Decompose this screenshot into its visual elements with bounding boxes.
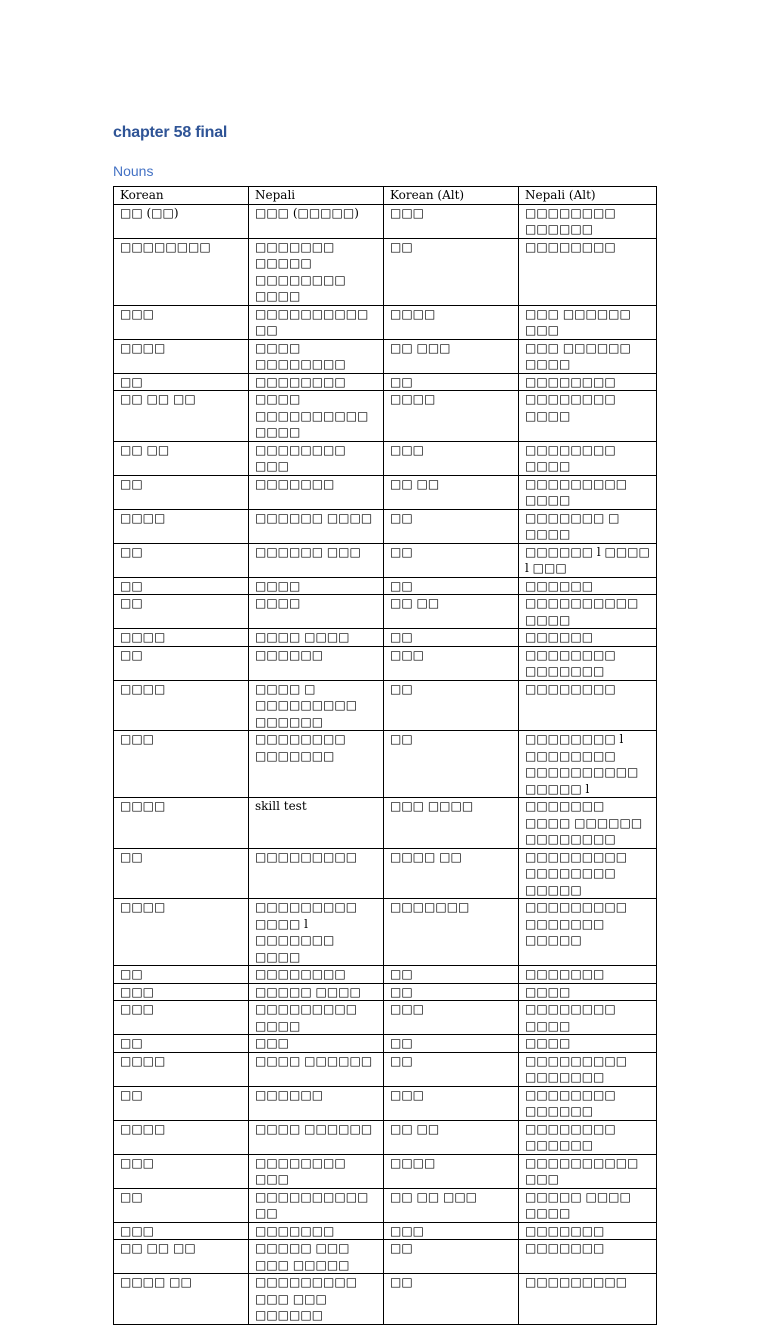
table-row (114, 1086, 657, 1120)
cell-korean: □□ (114, 475, 249, 509)
cell-nepali: □□□ (249, 1035, 384, 1053)
cell-korean: □□ (114, 1035, 249, 1053)
cell-korean-alt: □□ □□□ (384, 339, 519, 373)
cell-nepali-alt: □□□□□□□□ (519, 238, 657, 305)
table-header-row (114, 187, 657, 205)
table-row (114, 899, 657, 966)
cell-korean-alt: □□ □□ (384, 595, 519, 629)
cell-korean-alt: □□ (384, 1052, 519, 1086)
cell-nepali-alt: □□□□□□□□ □□□□□□□ (519, 646, 657, 680)
cell-nepali-alt: □□□□□□□□ (519, 373, 657, 391)
cell-korean-alt: □□ □□ (384, 475, 519, 509)
cell-nepali-alt: □□□□□□□□□ □□□□ (519, 475, 657, 509)
cell-nepali: □□□□□□□□ □□□ (249, 441, 384, 475)
table-row (114, 1120, 657, 1154)
table-row (114, 680, 657, 731)
cell-korean: □□□ (114, 731, 249, 798)
cell-nepali-alt: □□□□ (519, 983, 657, 1001)
cell-nepali-alt: □□□□□□□□ □□□□ (519, 391, 657, 442)
cell-nepali: □□□□ (249, 577, 384, 595)
column-header-korean-alt: Korean (Alt) (384, 187, 519, 205)
cell-korean-alt: □□ (384, 1240, 519, 1274)
cell-korean: □□□□ (114, 680, 249, 731)
cell-nepali: skill test (249, 798, 384, 849)
cell-korean-alt: □□□ (384, 1222, 519, 1240)
cell-nepali: □□□□□□□□□ □□□□ (249, 1001, 384, 1035)
cell-korean-alt: □□□□ (384, 1154, 519, 1188)
cell-korean-alt: □□□□ (384, 391, 519, 442)
table-row (114, 1035, 657, 1053)
cell-nepali-alt: □□□□□□□□ □□□□ (519, 1001, 657, 1035)
cell-nepali: □□□□ □□□□□□□□□□ □□□□ (249, 391, 384, 442)
column-header-nepali-alt: Nepali (Alt) (519, 187, 657, 205)
cell-korean-alt: □□□□□□□ (384, 899, 519, 966)
cell-nepali-alt: □□□□□□□ (519, 1240, 657, 1274)
cell-nepali: □□□□ □□□□□□ (249, 1120, 384, 1154)
cell-korean: □□□ (114, 305, 249, 339)
cell-nepali-alt: □□□□□□ (519, 629, 657, 647)
table-row (114, 1154, 657, 1188)
table-row (114, 1274, 657, 1325)
table-row (114, 1240, 657, 1274)
cell-nepali-alt: □□□□□□□□ l □□□□□□□□ □□□□□□□□□□ □□□□□ l (519, 731, 657, 798)
cell-korean: □□ (114, 373, 249, 391)
cell-korean: □□□□ □□ (114, 1274, 249, 1325)
cell-korean: □□ (114, 1188, 249, 1222)
cell-korean: □□ □□ □□ (114, 391, 249, 442)
cell-nepali: □□□□□□□□□ (249, 848, 384, 899)
cell-korean-alt: □□ (384, 1035, 519, 1053)
cell-korean-alt: □□□ (384, 1001, 519, 1035)
cell-korean: □□ (114, 577, 249, 595)
table-row (114, 577, 657, 595)
cell-korean-alt: □□ (384, 983, 519, 1001)
cell-nepali: □□□□□□□□ □□□□□□□ (249, 731, 384, 798)
cell-korean-alt: □□ (384, 966, 519, 984)
cell-nepali-alt: □□□□□□□□ □□□□□□ (519, 1120, 657, 1154)
cell-nepali-alt: □□□□□□□ (519, 966, 657, 984)
cell-korean: □□ (114, 966, 249, 984)
cell-korean-alt: □□ □□ (384, 1120, 519, 1154)
cell-nepali-alt: □□□□□□□□□□ □□□□ (519, 595, 657, 629)
cell-korean: □□ □□ □□ (114, 1240, 249, 1274)
section-heading: Nouns (113, 163, 154, 179)
cell-korean-alt: □□ (384, 731, 519, 798)
table-row (114, 966, 657, 984)
cell-korean: □□ (114, 646, 249, 680)
cell-nepali: □□□□□□□□□ □□□ □□□ □□□□□□ (249, 1274, 384, 1325)
cell-korean: □□□ (114, 1154, 249, 1188)
cell-nepali: □□□□□ □□□ □□□ □□□□□ (249, 1240, 384, 1274)
cell-nepali: □□□□□□□□ □□□ (249, 1154, 384, 1188)
table-row (114, 441, 657, 475)
cell-nepali-alt: □□□□□□□□□ (519, 1274, 657, 1325)
cell-korean-alt: □□□ (384, 646, 519, 680)
table-row (114, 1052, 657, 1086)
cell-nepali-alt: □□□□□□ (519, 577, 657, 595)
cell-korean: □□□□ (114, 798, 249, 849)
table-row (114, 543, 657, 577)
table-row (114, 509, 657, 543)
cell-korean: □□□□ (114, 1052, 249, 1086)
cell-korean-alt: □□□ (384, 441, 519, 475)
cell-korean: □□ (114, 595, 249, 629)
cell-nepali-alt: □□□□□□□□□ □□□□□□□ (519, 1052, 657, 1086)
table-row (114, 1001, 657, 1035)
table-row (114, 391, 657, 442)
cell-nepali: □□□ (□□□□□) (249, 204, 384, 238)
cell-korean-alt: □□ (384, 629, 519, 647)
vocabulary-table (113, 186, 657, 1325)
cell-nepali-alt: □□□□□□ l □□□□ l □□□ (519, 543, 657, 577)
cell-nepali-alt: □□□□□□□□□ □□□□□□□ □□□□□ (519, 899, 657, 966)
cell-nepali: □□□□□ □□□□ (249, 983, 384, 1001)
cell-korean: □□ (114, 1086, 249, 1120)
cell-nepali-alt: □□□□□ □□□□ □□□□ (519, 1188, 657, 1222)
cell-nepali: □□□□□□□ (249, 1222, 384, 1240)
cell-korean-alt: □□ (384, 238, 519, 305)
cell-nepali-alt: □□□□□□□□□ □□□□□□□□ □□□□□ (519, 848, 657, 899)
cell-nepali: □□□□□□□ □□□□□ □□□□□□□□ □□□□ (249, 238, 384, 305)
table-row (114, 595, 657, 629)
cell-nepali: □□□□□□ (249, 1086, 384, 1120)
cell-nepali: □□□□ □□□□ (249, 629, 384, 647)
column-header-nepali: Nepali (249, 187, 384, 205)
cell-nepali-alt: □□□□□□□ □□□□ □□□□□□ □□□□□□□□ (519, 798, 657, 849)
table-row (114, 373, 657, 391)
cell-nepali-alt: □□□□□□□□ □□□□□□ (519, 204, 657, 238)
cell-korean: □□□□□□□□ (114, 238, 249, 305)
cell-nepali-alt: □□□□ (519, 1035, 657, 1053)
cell-nepali-alt: □□□□□□□□ □□□□ (519, 441, 657, 475)
cell-nepali: □□□□□□ (249, 646, 384, 680)
table-row (114, 1188, 657, 1222)
cell-korean: □□ □□ (114, 441, 249, 475)
cell-nepali-alt: □□□ □□□□□□ □□□□ (519, 339, 657, 373)
cell-nepali-alt: □□□□□□□ (519, 1222, 657, 1240)
table-row (114, 238, 657, 305)
cell-korean: □□□ (114, 983, 249, 1001)
cell-korean: □□□□ (114, 899, 249, 966)
cell-korean: □□□□ (114, 1120, 249, 1154)
cell-nepali: □□□□ (249, 595, 384, 629)
cell-korean-alt: □□ (384, 543, 519, 577)
cell-korean-alt: □□ (384, 1274, 519, 1325)
cell-nepali: □□□□□□□□ (249, 373, 384, 391)
column-header-korean: Korean (114, 187, 249, 205)
table-row (114, 339, 657, 373)
cell-nepali: □□□□ □ □□□□□□□□□ □□□□□□ (249, 680, 384, 731)
cell-korean: □□□ (114, 1222, 249, 1240)
page-title: chapter 58 final (113, 124, 228, 141)
table-row (114, 983, 657, 1001)
cell-korean: □□□□ (114, 509, 249, 543)
cell-nepali-alt: □□□ □□□□□□ □□□ (519, 305, 657, 339)
cell-nepali: □□□□□□□ (249, 475, 384, 509)
cell-nepali-alt: □□□□□□□□ □□□□□□ (519, 1086, 657, 1120)
cell-nepali-alt: □□□□□□□□□□ □□□ (519, 1154, 657, 1188)
table-row (114, 646, 657, 680)
cell-nepali: □□□□□□□□□ □□□□ l □□□□□□□ □□□□ (249, 899, 384, 966)
cell-nepali: □□□□□□ □□□ (249, 543, 384, 577)
cell-korean: □□ (114, 543, 249, 577)
cell-nepali: □□□□□□□□ (249, 966, 384, 984)
cell-korean-alt: □□□□ □□ (384, 848, 519, 899)
cell-nepali-alt: □□□□□□□□ (519, 680, 657, 731)
cell-korean: □□□ (114, 1001, 249, 1035)
table-row (114, 731, 657, 798)
cell-korean: □□□□ (114, 339, 249, 373)
cell-korean-alt: □□□□ (384, 305, 519, 339)
cell-korean-alt: □□□ □□□□ (384, 798, 519, 849)
table-body (114, 204, 657, 1324)
cell-nepali: □□□□□□□□□□□□ (249, 305, 384, 339)
cell-nepali: □□□□□□ □□□□ (249, 509, 384, 543)
cell-korean: □□ (114, 848, 249, 899)
cell-korean-alt: □□ (384, 680, 519, 731)
table-row (114, 798, 657, 849)
cell-korean-alt: □□□ (384, 1086, 519, 1120)
cell-korean: □□□□ (114, 629, 249, 647)
cell-korean-alt: □□ (384, 373, 519, 391)
table-row (114, 305, 657, 339)
cell-korean: □□ (□□) (114, 204, 249, 238)
cell-nepali: □□□□□□□□□□□□ (249, 1188, 384, 1222)
cell-nepali-alt: □□□□□□□ □ □□□□ (519, 509, 657, 543)
cell-korean-alt: □□□ (384, 204, 519, 238)
cell-nepali: □□□□ □□□□□□□□ (249, 339, 384, 373)
cell-korean-alt: □□ □□ □□□ (384, 1188, 519, 1222)
cell-nepali: □□□□ □□□□□□ (249, 1052, 384, 1086)
table-row (114, 848, 657, 899)
table-row (114, 1222, 657, 1240)
table-row (114, 204, 657, 238)
cell-korean-alt: □□ (384, 577, 519, 595)
table-row (114, 629, 657, 647)
cell-korean-alt: □□ (384, 509, 519, 543)
table-row (114, 475, 657, 509)
